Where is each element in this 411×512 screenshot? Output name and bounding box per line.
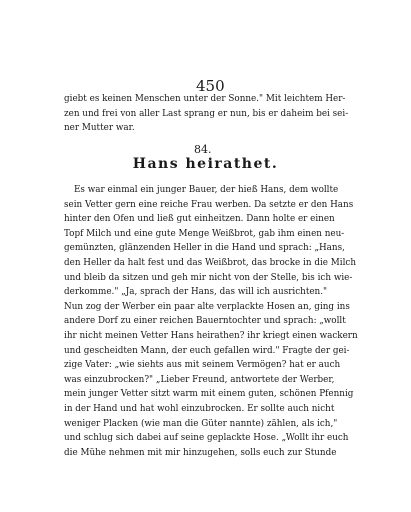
text-line: gemünzten, glänzenden Heller in die Hand und sprach: „Hans, xyxy=(64,243,345,254)
text-line: derkomme." „Ja, sprach der Hans, das will ich ausrichten." xyxy=(64,287,328,298)
text-line: andere Dorf zu einer reichen Bauerntochter und sprach: „wollt xyxy=(64,316,346,327)
page-number: 450 xyxy=(196,77,225,95)
text-line: ner Mutter war. xyxy=(64,123,135,134)
text-line: Topf Milch und eine gute Menge Weißbrot, gab ihm einen neu- xyxy=(64,228,345,239)
text-line: mein junger Vetter sitzt warm mit einem guten, schönen Pfennig xyxy=(64,389,354,400)
text-line: zige Vater: „wie siehts aus mit seinem Vermögen? hat er auch xyxy=(64,360,341,371)
text-line: giebt es keinen Menschen unter der Sonne." Mit leichtem Her- xyxy=(64,94,346,104)
text-line: die Mühe nehmen mit mir hinzugehen, solls euch zur Stunde xyxy=(64,447,337,458)
text-line: sein Vetter gern eine reiche Frau werben. Da setzte er den Hans xyxy=(64,199,354,210)
text-line: und schlug sich dabei auf seine geplackte Hose. „Wollt ihr euch xyxy=(64,433,349,444)
chapter-title: Hans heirathet. xyxy=(132,156,279,172)
text-line: weniger Placken (wie man die Güter nannte) zählen, als ich," xyxy=(64,418,338,429)
text-line: ihr nicht meinen Vetter Hans heirathen? ihr kriegt einen wackern xyxy=(64,330,358,341)
text-line: Nun zog der Werber ein paar alte verplackte Hosen an, ging ins xyxy=(64,301,350,312)
text-line: zen und frei von aller Last sprang er nun, bis er daheim bei sei- xyxy=(64,108,349,119)
text-line: und bleib da sitzen und geh mir nicht von der Stelle, bis ich wie- xyxy=(64,272,353,283)
text-line: und gescheidten Mann, der euch gefallen wird." Fragte der gei- xyxy=(64,345,350,356)
text-line: den Heller da halt fest und das Weißbrot, das brocke in die Milch xyxy=(64,257,356,268)
text-line: Es war einmal ein junger Bauer, der hieß Hans, dem wollte xyxy=(74,185,339,195)
text-line: hinter den Ofen und ließ gut einheitzen. Dann holte er einen xyxy=(64,214,335,225)
chapter-body xyxy=(64,183,356,460)
preceding-text xyxy=(64,92,356,136)
text-line: was einzubrocken?" „Lieber Freund, antwortete der Werber, xyxy=(64,374,335,385)
text-line: in der Hand und hat wohl einzubrocken. Er sollte auch nicht xyxy=(64,403,335,414)
chapter-number: 84. xyxy=(194,143,212,156)
